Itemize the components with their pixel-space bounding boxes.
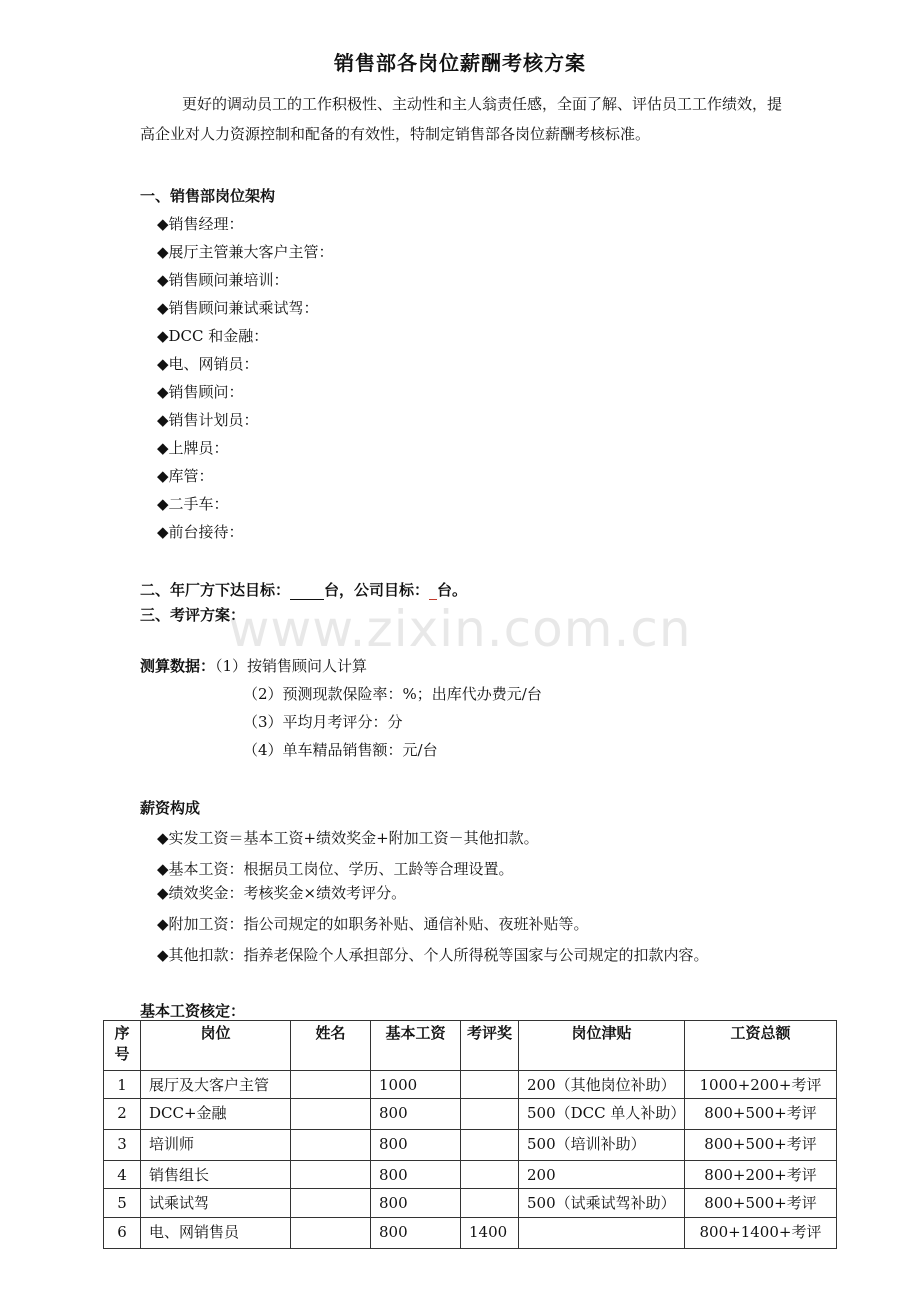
cell-base: 800 (371, 1130, 461, 1161)
cell-allowance: 500（试乘试驾补助） (519, 1189, 685, 1218)
table-row (104, 1071, 837, 1099)
cell-allowance (519, 1218, 685, 1249)
cell-total: 800+500+考评 (685, 1189, 837, 1218)
salary-item: ◆基本工资：根据员工岗位、学历、工龄等合理设置。 (157, 860, 514, 878)
measure-line-4: （4）单车精品销售额：元/台 (243, 741, 438, 759)
position-item: ◆二手车： (157, 495, 229, 513)
annual-target-blank[interactable] (290, 581, 324, 600)
position-item: ◆前台接待： (157, 523, 244, 541)
cell-name (291, 1130, 371, 1161)
section-heading-structure: 一、销售部岗位架构 (140, 187, 276, 205)
cell-base: 800 (371, 1218, 461, 1249)
cell-position: 电、网销售员 (141, 1218, 291, 1249)
measure-line-2: （2）预测现款保险率：%；出库代办费元/台 (243, 685, 542, 703)
header-position: 岗位 (141, 1021, 291, 1071)
intro-paragraph (140, 89, 790, 149)
cell-position: DCC+金融 (141, 1099, 291, 1130)
cell-bonus (461, 1189, 519, 1218)
cell-base: 800 (371, 1189, 461, 1218)
cell-base: 800 (371, 1099, 461, 1130)
measure-label: 测算数据： (140, 657, 216, 675)
cell-bonus (461, 1099, 519, 1130)
table-row (104, 1189, 837, 1218)
cell-name (291, 1071, 371, 1099)
cell-base: 1000 (371, 1071, 461, 1099)
cell-no: 4 (104, 1161, 141, 1189)
position-item: ◆销售顾问兼培训： (157, 271, 289, 289)
cell-total: 1000+200+考评 (685, 1071, 837, 1099)
target-label-company: 台，公司目标： (324, 581, 430, 599)
cell-name (291, 1189, 371, 1218)
cell-bonus (461, 1071, 519, 1099)
table-row (104, 1130, 837, 1161)
intro-text: 更好的调动员工的工作积极性、主动性和主人翁责任感，全面了解、评估员工工作绩效，提高企业对人力资源控制和配备的有效性，特制定销售部各岗位薪酬考核标准。 (140, 95, 783, 143)
position-item: ◆销售顾问兼试乘试驾： (157, 299, 319, 317)
measure-text-1: （1）按销售顾问人计算 (215, 657, 368, 675)
cell-no: 3 (104, 1130, 141, 1161)
cell-total: 800+200+考评 (685, 1161, 837, 1189)
cell-position: 展厅及大客户主管 (141, 1071, 291, 1099)
header-allowance: 岗位津贴 (519, 1021, 685, 1071)
cell-name (291, 1161, 371, 1189)
measure-line-3: （3）平均月考评分：分 (243, 713, 403, 731)
cell-base: 800 (371, 1161, 461, 1189)
table-row (104, 1099, 837, 1130)
cell-bonus (461, 1130, 519, 1161)
salary-item: ◆其他扣款：指养老保险个人承担部分、个人所得税等国家与公司规定的扣款内容。 (157, 946, 709, 964)
cell-no: 6 (104, 1218, 141, 1249)
table-row (104, 1161, 837, 1189)
cell-position: 培训师 (141, 1130, 291, 1161)
table-caption: 基本工资核定： (140, 1002, 246, 1020)
measure-line-1 (140, 655, 367, 676)
header-name: 姓名 (291, 1021, 371, 1071)
cell-total: 800+500+考评 (685, 1099, 837, 1130)
section-heading-evaluation: 三、考评方案： (140, 606, 246, 624)
position-item: ◆DCC 和金融： (157, 327, 269, 345)
target-label-unit: 台。 (437, 581, 468, 599)
cell-allowance: 200（其他岗位补助） (519, 1071, 685, 1099)
target-label-annual: 二、年厂方下达目标： (140, 581, 291, 599)
cell-allowance: 500（培训补助） (519, 1130, 685, 1161)
cell-allowance: 200 (519, 1161, 685, 1189)
header-total: 工资总额 (685, 1021, 837, 1071)
header-evaluation-bonus: 考评奖 (461, 1021, 519, 1071)
position-item: ◆销售计划员： (157, 411, 259, 429)
cell-total: 800+1400+考评 (685, 1218, 837, 1249)
position-item: ◆上牌员： (157, 439, 229, 457)
position-item: ◆库管： (157, 467, 214, 485)
company-target-blank[interactable] (429, 581, 437, 600)
salary-item: ◆附加工资：指公司规定的如职务补贴、通信补贴、夜班补贴等。 (157, 915, 589, 933)
cell-name (291, 1099, 371, 1130)
target-line (140, 579, 467, 600)
header-no: 序号 (104, 1021, 141, 1071)
cell-no: 2 (104, 1099, 141, 1130)
position-item: ◆电、网销员： (157, 355, 259, 373)
cell-position: 销售组长 (141, 1161, 291, 1189)
salary-table (103, 1020, 837, 1249)
cell-no: 5 (104, 1189, 141, 1218)
position-item: ◆销售顾问： (157, 383, 244, 401)
position-item: ◆展厅主管兼大客户主管： (157, 243, 334, 261)
document-title: 销售部各岗位薪酬考核方案 (334, 51, 586, 75)
section-heading-salary: 薪资构成 (140, 799, 201, 817)
cell-bonus: 1400 (461, 1218, 519, 1249)
cell-position: 试乘试驾 (141, 1189, 291, 1218)
watermark: www.zixin.com.cn (228, 600, 692, 658)
cell-allowance: 500（DCC 单人补助） (519, 1099, 685, 1130)
salary-item: ◆实发工资＝基本工资+绩效奖金+附加工资－其他扣款。 (157, 829, 539, 847)
cell-name (291, 1218, 371, 1249)
header-base-salary: 基本工资 (371, 1021, 461, 1071)
table-row (104, 1218, 837, 1249)
table-header-row (104, 1021, 837, 1071)
position-item: ◆销售经理： (157, 215, 244, 233)
cell-bonus (461, 1161, 519, 1189)
cell-no: 1 (104, 1071, 141, 1099)
cell-total: 800+500+考评 (685, 1130, 837, 1161)
salary-item: ◆绩效奖金：考核奖金×绩效考评分。 (157, 884, 407, 902)
